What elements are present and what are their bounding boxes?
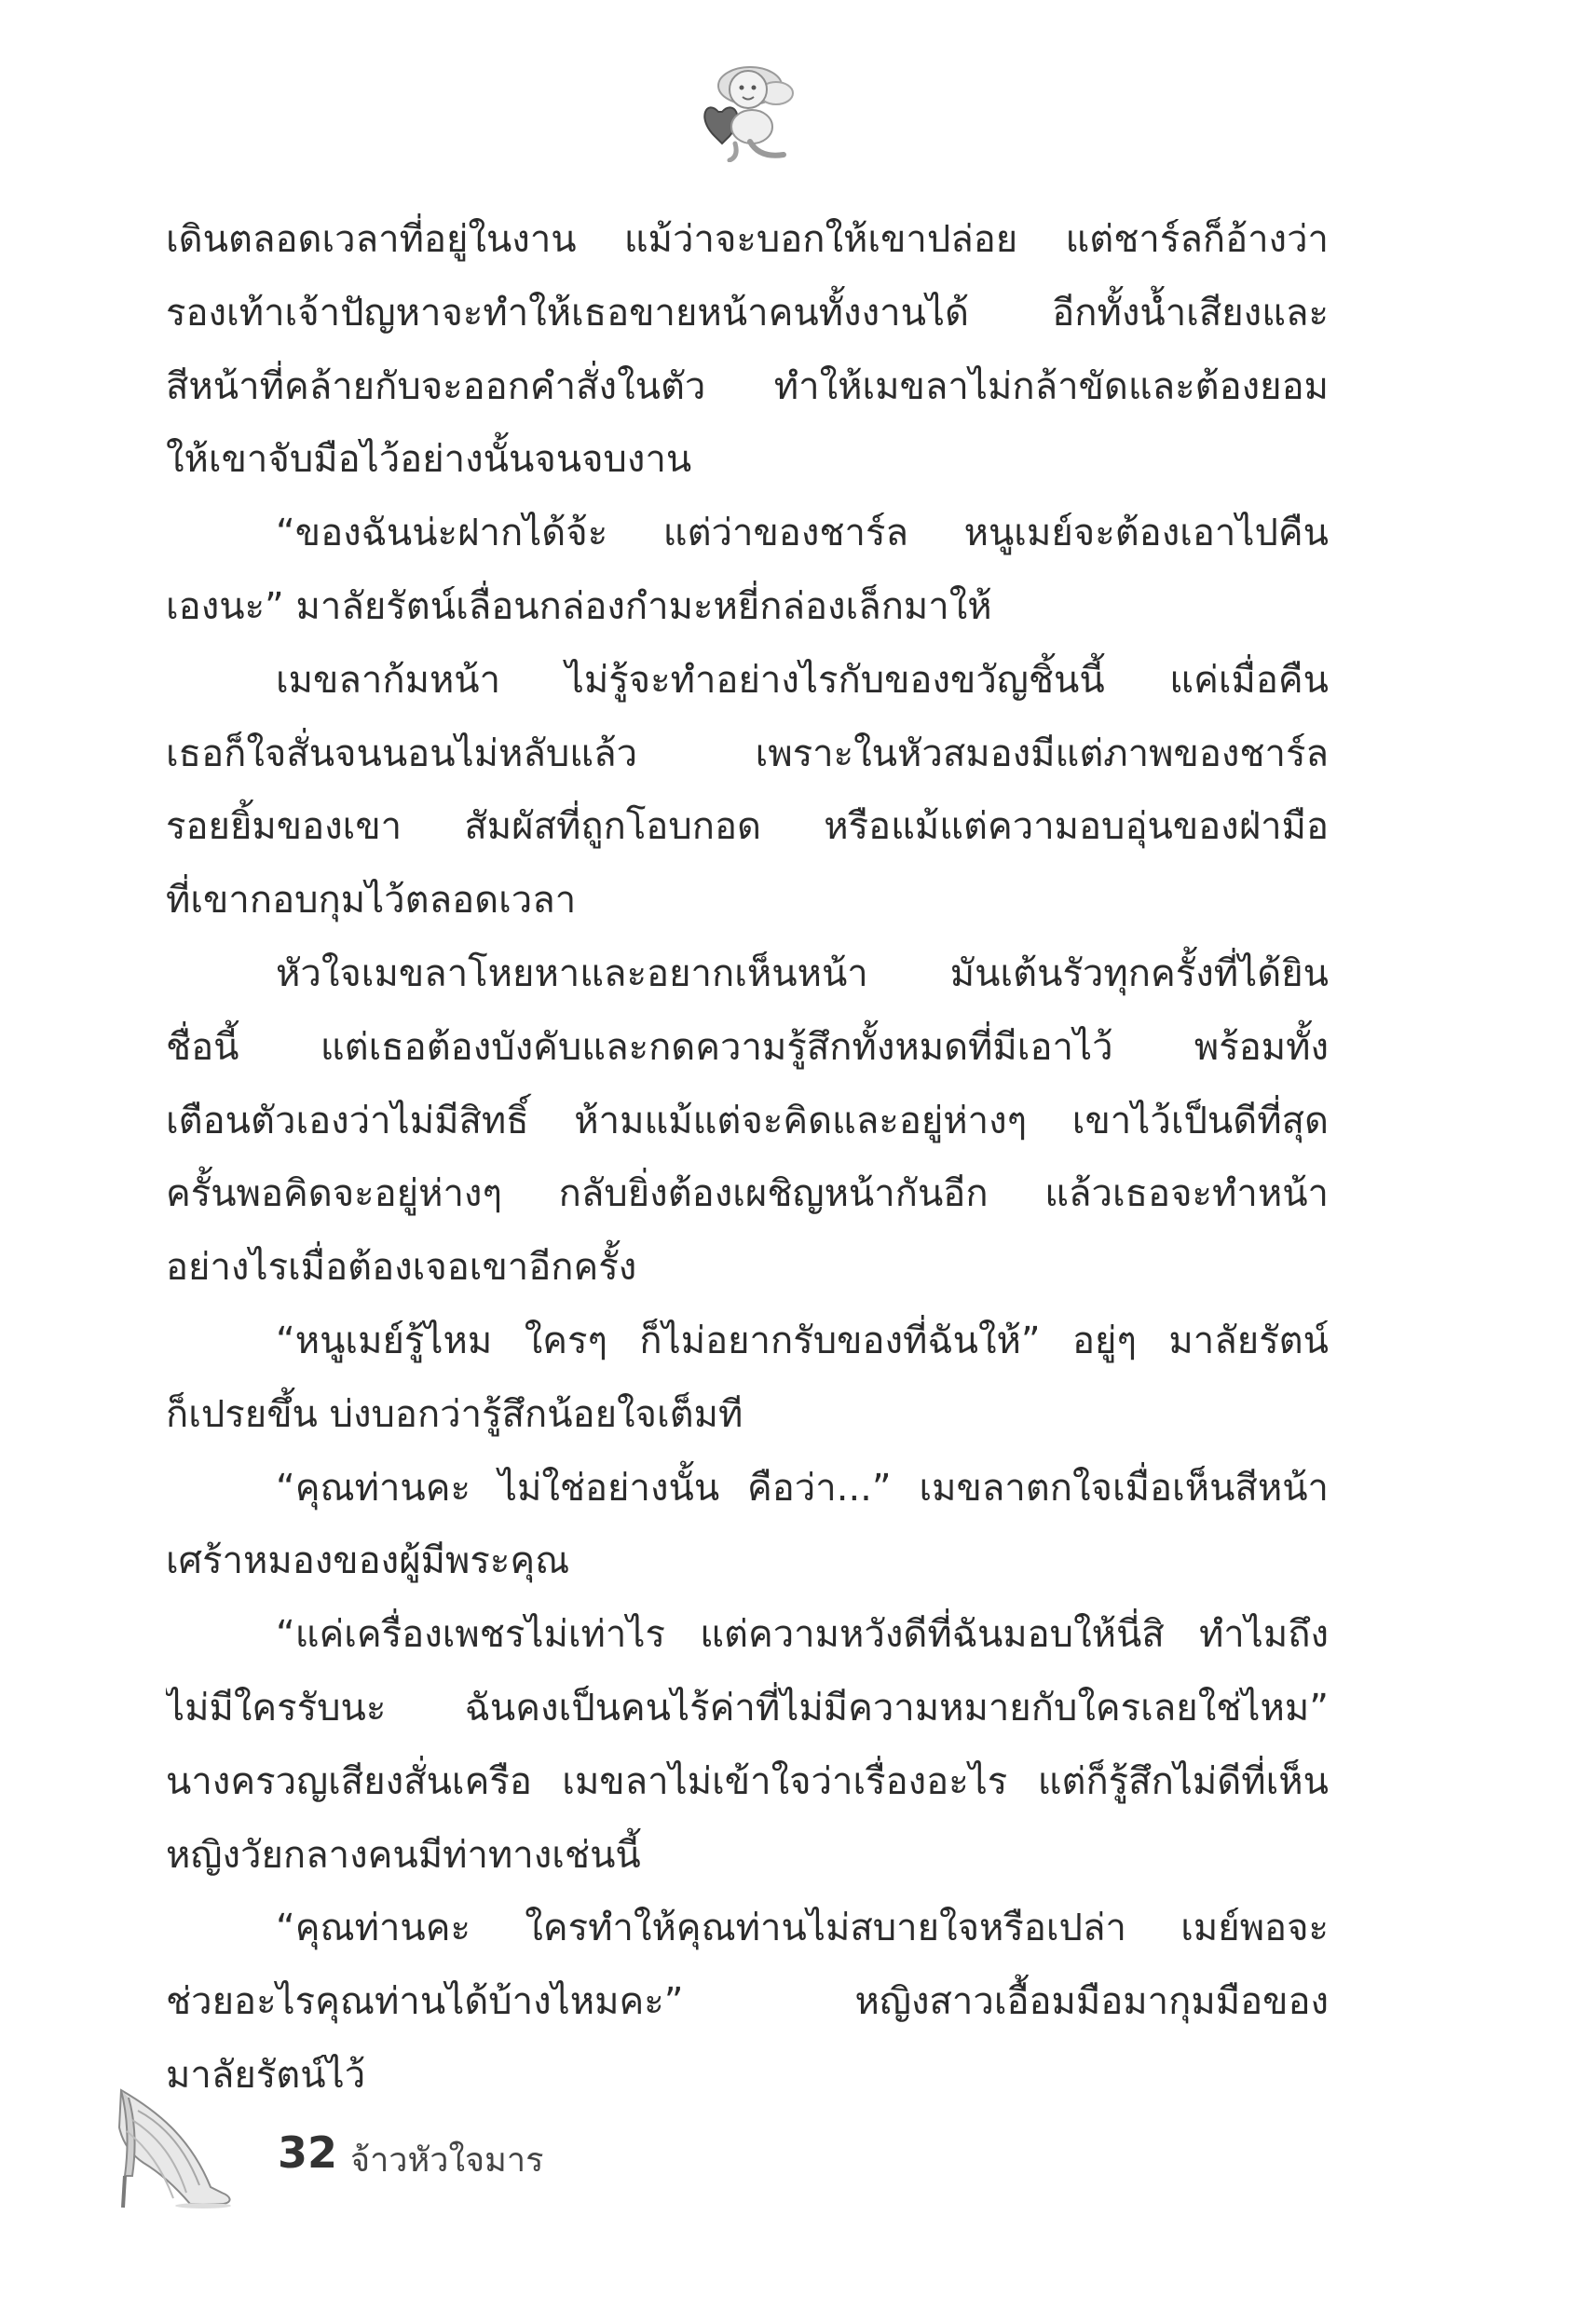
paragraph — [166, 1305, 1329, 1452]
text-line: รองเท้าเจ้าปัญหาจะทำให้เธอขายหน้าคนทั้งงานได้ อีกทั้งน้ำเสียงและ — [166, 291, 1329, 335]
page-text — [166, 203, 1329, 2113]
text-line: ชื่อนี้ แต่เธอต้องบังคับและกดความรู้สึกทั้งหมดที่มีเอาไว้ พร้อมทั้ง — [166, 1025, 1329, 1069]
cupid-with-heart-icon — [694, 58, 797, 162]
paragraph — [166, 1452, 1329, 1599]
text-line: “แค่เครื่องเพชรไม่เท่าไร แต่ความหวังดีที่ฉันมอบให้นี่สิ ทำไมถึง — [276, 1613, 1329, 1657]
text-line: ที่เขากอบกุมไว้ตลอดเวลา — [166, 879, 577, 923]
text-line: หัวใจเมขลาโหยหาและอยากเห็นหน้า มันเต้นรัวทุกครั้งที่ได้ยิน — [276, 951, 1329, 995]
text-line: เศร้าหมองของผู้มีพระคุณ — [166, 1539, 570, 1583]
text-line: รอยยิ้มของเขา สัมผัสที่ถูกโอบกอด หรือแม้แต่ความอบอุ่นของฝ่ามือ — [166, 805, 1329, 849]
text-line: เดินตลอดเวลาที่อยู่ในงาน แม้ว่าจะบอกให้เขาปล่อย แต่ชาร์ลก็อ้างว่า — [166, 218, 1329, 261]
text-line: เตือนตัวเองว่าไม่มีสิทธิ์ ห้ามแม้แต่จะคิดและอยู่ห่างๆ เขาไว้เป็นดีที่สุด — [166, 1099, 1329, 1142]
text-line: ให้เขาจับมือไว้อย่างนั้นจนจบงาน — [166, 438, 692, 482]
text-line: “คุณท่านคะ ใครทำให้คุณท่านไม่สบายใจหรือเปล่า เมย์พอจะ — [276, 1907, 1329, 1950]
text-line: สีหน้าที่คล้ายกับจะออกคำสั่งในตัว ทำให้เมขลาไม่กล้าขัดและต้องยอม — [166, 364, 1329, 408]
text-line: หญิงวัยกลางคนมีท่าทางเช่นนี้ — [166, 1833, 641, 1877]
page-footer — [101, 2083, 753, 2213]
text-line: เองนะ” มาลัยรัตน์เลื่อนกล่องกำมะหยี่กล่องเล็กมาให้ — [166, 584, 992, 628]
book-title: จ้าวหัวใจมาร — [350, 2141, 544, 2180]
text-line: เธอก็ใจสั่นจนนอนไม่หลับแล้ว เพราะในหัวสมองมีแต่ภาพของชาร์ล — [166, 732, 1329, 775]
text-line: เมขลาก้มหน้า ไม่รู้จะทำอย่างไรกับของขวัญชิ้นนี้ แค่เมื่อคืน — [276, 658, 1329, 702]
paragraph — [166, 1892, 1329, 2112]
page-number: 32 — [278, 2127, 338, 2178]
text-line: ก็เปรยขึ้น บ่งบอกว่ารู้สึกน้อยใจเต็มที — [166, 1392, 743, 1436]
paragraph — [166, 1598, 1329, 1892]
text-line: มาลัยรัตน์ไว้ — [166, 2053, 366, 2097]
text-line: ไม่มีใครรับนะ ฉันคงเป็นคนไร้ค่าที่ไม่มีความหมายกับใครเลยใช่ไหม” — [166, 1686, 1329, 1730]
paragraph — [166, 937, 1329, 1305]
text-line: ครั้นพอคิดจะอยู่ห่างๆ กลับยิ่งต้องเผชิญหน้ากันอีก แล้วเธอจะทำหน้า — [166, 1172, 1329, 1216]
text-line: “ของฉันน่ะฝากได้จ้ะ แต่ว่าของชาร์ล หนูเมย์จะต้องเอาไปคืน — [276, 512, 1329, 555]
paragraph — [166, 203, 1329, 497]
text-line: อย่างไรเมื่อต้องเจอเขาอีกครั้ง — [166, 1246, 637, 1290]
high-heel-shoe-icon — [101, 2083, 240, 2213]
text-line: “หนูเมย์รู้ไหม ใครๆ ก็ไม่อยากรับของที่ฉันให้” อยู่ๆ มาลัยรัตน์ — [276, 1319, 1329, 1362]
text-line: นางครวญเสียงสั่นเครือ เมขลาไม่เข้าใจว่าเรื่องอะไร แต่ก็รู้สึกไม่ดีที่เห็น — [166, 1759, 1329, 1803]
text-line: “คุณท่านคะ ไม่ใช่อย่างนั้น คือว่า...” เมขลาตกใจเมื่อเห็นสีหน้า — [276, 1466, 1329, 1510]
paragraph — [166, 644, 1329, 937]
text-line: ช่วยอะไรคุณท่านได้บ้างไหมคะ” หญิงสาวเอื้อมมือมากุมมือของ — [166, 1980, 1329, 2024]
paragraph — [166, 497, 1329, 644]
